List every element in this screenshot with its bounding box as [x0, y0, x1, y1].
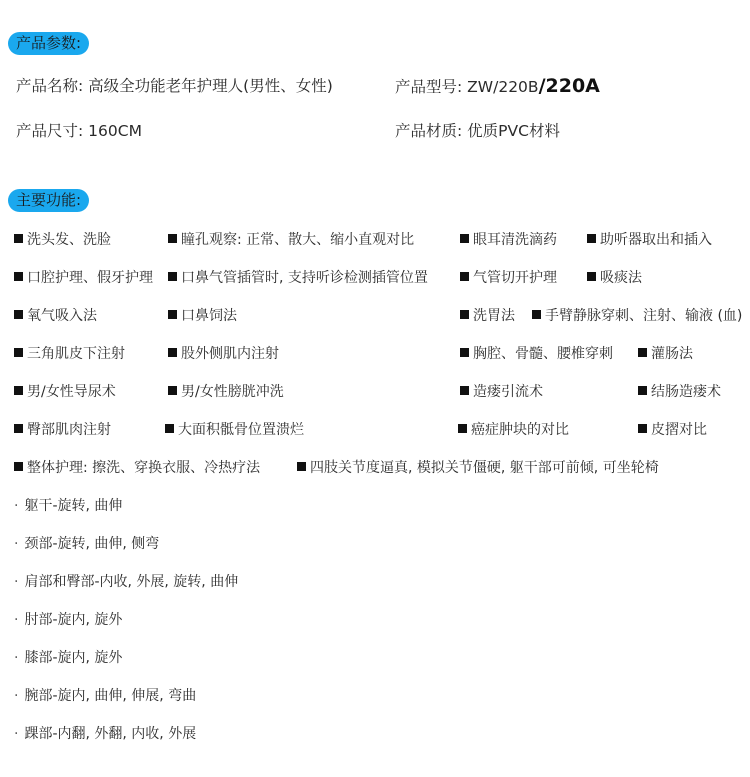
bullet-square-icon: [460, 310, 469, 319]
joint-item: · 腕部-旋内, 曲伸, 伸展, 弯曲: [14, 688, 197, 704]
params-badge: 产品参数:: [8, 32, 89, 55]
bullet-dot-icon: ·: [14, 650, 19, 666]
function-item: 皮摺对比: [638, 420, 707, 440]
product-material-row: [395, 119, 560, 143]
function-item: 造瘘引流术: [460, 382, 543, 402]
function-item: 臀部肌肉注射: [14, 420, 111, 440]
product-size-label: 产品尺寸:: [16, 122, 84, 140]
function-item: 手臂静脉穿刺、注射、输液 (血): [532, 306, 742, 326]
product-material-value: 优质PVC材料: [467, 122, 560, 140]
bullet-square-icon: [460, 386, 469, 395]
bullet-square-icon: [14, 348, 23, 357]
joint-item: · 颈部-旋转, 曲伸, 侧弯: [14, 536, 160, 552]
product-name-row: [16, 74, 333, 98]
function-item: 股外侧肌内注射: [168, 344, 279, 364]
function-item: 洗头发、洗脸: [14, 230, 111, 250]
function-item: 男/女性膀胱冲洗: [168, 382, 284, 402]
function-item: 三角肌皮下注射: [14, 344, 125, 364]
bullet-dot-icon: ·: [14, 726, 19, 742]
bullet-square-icon: [587, 234, 596, 243]
product-model-row: [395, 74, 600, 99]
bullet-square-icon: [168, 386, 177, 395]
product-model-label: 产品型号:: [395, 78, 463, 96]
joint-item: · 踝部-内翻, 外翻, 内收, 外展: [14, 726, 197, 742]
product-material-label: 产品材质:: [395, 122, 463, 140]
function-item: 口鼻气管插管时, 支持听诊检测插管位置: [168, 268, 428, 288]
bullet-square-icon: [587, 272, 596, 281]
bullet-square-icon: [165, 424, 174, 433]
bullet-dot-icon: ·: [14, 612, 19, 628]
bullet-square-icon: [458, 424, 467, 433]
bullet-square-icon: [638, 348, 647, 357]
bullet-dot-icon: ·: [14, 498, 19, 514]
bullet-square-icon: [168, 348, 177, 357]
bullet-square-icon: [168, 234, 177, 243]
bullet-dot-icon: ·: [14, 688, 19, 704]
bullet-dot-icon: ·: [14, 536, 19, 552]
function-item: 结肠造瘘术: [638, 382, 721, 402]
bullet-square-icon: [460, 272, 469, 281]
functions-badge: 主要功能:: [8, 189, 89, 212]
product-model-value: ZW/220B: [467, 78, 539, 96]
function-item: 灌肠法: [638, 344, 693, 364]
bullet-square-icon: [460, 348, 469, 357]
function-item: 眼耳清洗滴药: [460, 230, 557, 250]
bullet-square-icon: [168, 272, 177, 281]
bullet-square-icon: [14, 310, 23, 319]
function-item: 男/女性导尿术: [14, 382, 116, 402]
bullet-square-icon: [638, 424, 647, 433]
function-item: 瞳孔观察: 正常、散大、缩小直观对比: [168, 230, 414, 250]
joint-item: · 膝部-旋内, 旋外: [14, 650, 123, 666]
product-size-value: 160CM: [88, 122, 142, 140]
joint-item: · 肩部和臀部-内收, 外展, 旋转, 曲伸: [14, 574, 239, 590]
function-item: 胸腔、骨髓、腰椎穿刺: [460, 344, 613, 364]
bullet-square-icon: [638, 386, 647, 395]
function-item: 大面积骶骨位置溃烂: [165, 420, 304, 440]
product-name-label: 产品名称:: [16, 77, 84, 95]
bullet-square-icon: [532, 310, 541, 319]
function-item: 口腔护理、假牙护理: [14, 268, 153, 288]
bullet-square-icon: [297, 462, 306, 471]
function-item: 整体护理: 擦洗、穿换衣服、冷热疗法: [14, 458, 260, 478]
bullet-square-icon: [460, 234, 469, 243]
bullet-square-icon: [168, 310, 177, 319]
joint-item: · 躯干-旋转, 曲伸: [14, 498, 123, 514]
function-item: 气管切开护理: [460, 268, 557, 288]
product-size-row: [16, 119, 142, 143]
function-item: 四肢关节度逼真, 模拟关节僵硬, 躯干部可前倾, 可坐轮椅: [297, 458, 659, 478]
function-item: 洗胃法: [460, 306, 515, 326]
function-item: 助听器取出和插入: [587, 230, 712, 250]
product-name-value: 高级全功能老年护理人(男性、女性): [88, 77, 333, 95]
bullet-square-icon: [14, 386, 23, 395]
bullet-dot-icon: ·: [14, 574, 19, 590]
function-item: 吸痰法: [587, 268, 642, 288]
product-model-suffix: /220A: [538, 75, 600, 97]
bullet-square-icon: [14, 234, 23, 243]
bullet-square-icon: [14, 462, 23, 471]
joint-item: · 肘部-旋内, 旋外: [14, 612, 123, 628]
bullet-square-icon: [14, 424, 23, 433]
bullet-square-icon: [14, 272, 23, 281]
function-item: 癌症肿块的对比: [458, 420, 569, 440]
function-item: 氧气吸入法: [14, 306, 97, 326]
function-item: 口鼻饲法: [168, 306, 237, 326]
